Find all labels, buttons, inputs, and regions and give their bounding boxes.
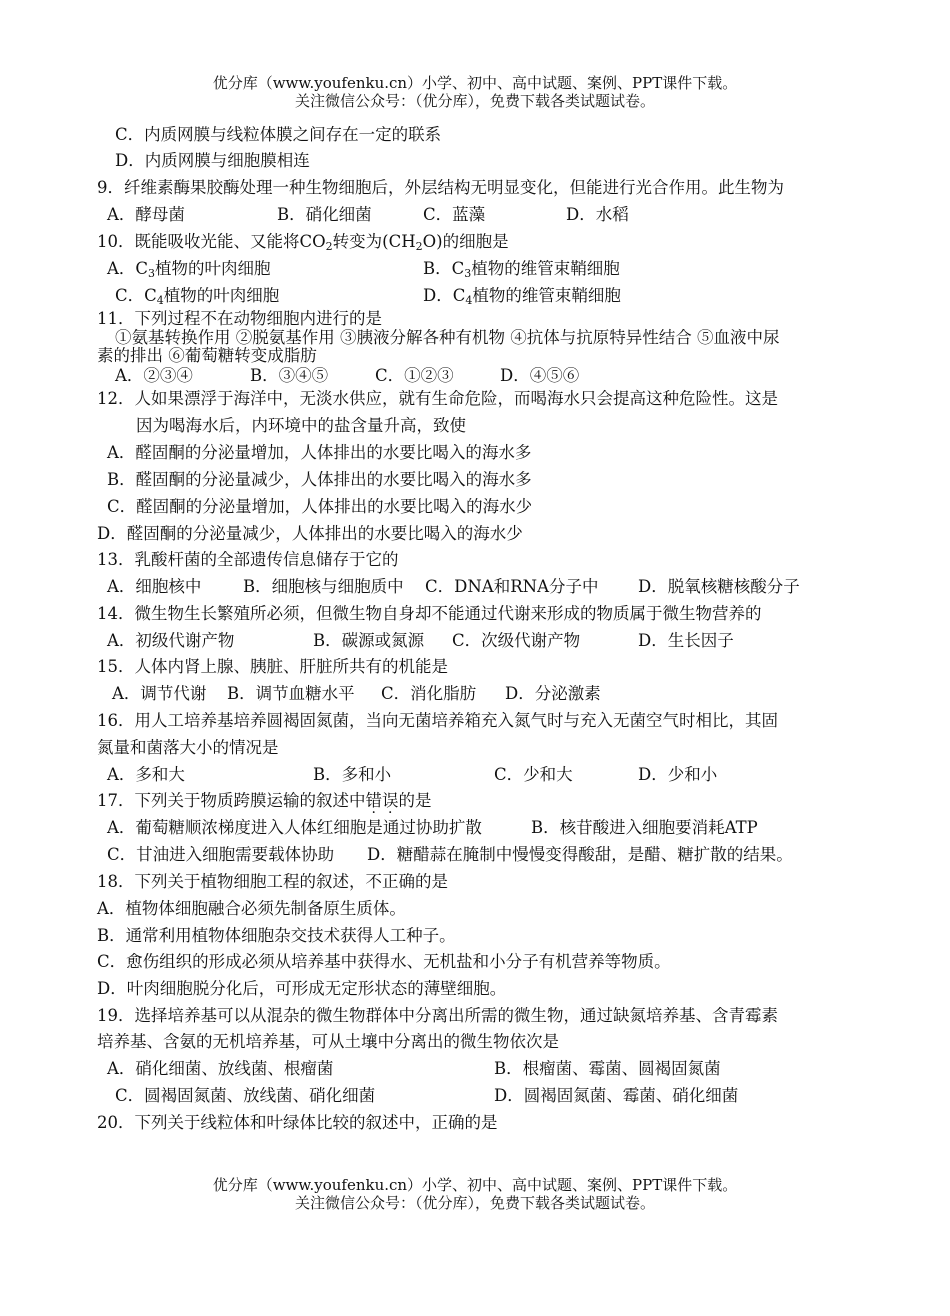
q16-option-a: A．多和大 bbox=[107, 765, 185, 784]
q10-a-pre: A．C bbox=[107, 259, 149, 278]
q19-option-d: D．圆褐固氮菌、霉菌、硝化细菌 bbox=[494, 1086, 739, 1105]
q10-stem-co: CO bbox=[299, 232, 326, 251]
q14-option-c: C．次级代谢产物 bbox=[452, 631, 581, 650]
q11-option-b: B．③④⑤ bbox=[250, 366, 329, 385]
q13-option-b: B．细胞核与细胞质中 bbox=[243, 577, 404, 596]
footer-line-1: 优分库（www.youfenku.cn）小学、初中、高中试题、案例、PPT课件下载。 bbox=[212, 1176, 738, 1194]
q15-stem: 15．人体内肾上腺、胰脏、肝脏所共有的机能是 bbox=[97, 657, 448, 676]
q10-b-post: 植物的维管束鞘细胞 bbox=[471, 259, 620, 278]
q9-option-c: C．蓝藻 bbox=[423, 205, 486, 224]
q18-option-c: C．愈伤组织的形成必须从培养基中获得水、无机盐和小分子有机营养等物质。 bbox=[97, 952, 671, 971]
q8-option-d: D．内质网膜与细胞膜相连 bbox=[115, 151, 310, 170]
q17-stem-emphasis-2: 误 bbox=[382, 791, 399, 810]
q10-b-sub: 3 bbox=[464, 267, 472, 280]
footer-line-2: 关注微信公众号：（优分库），免费下载各类试题试卷。 bbox=[294, 1194, 655, 1212]
q14-option-b: B．碳源或氮源 bbox=[313, 631, 425, 650]
q13-stem: 13．乳酸杆菌的全部遗传信息储存于它的 bbox=[97, 550, 399, 569]
q10-stem-pre: 10．既能吸收光能、又能将 bbox=[97, 232, 300, 251]
header-line-1: 优分库（www.youfenku.cn）小学、初中、高中试题、案例、PPT课件下载。 bbox=[212, 74, 738, 92]
q8-option-c: C．内质网膜与线粒体膜之间存在一定的联系 bbox=[115, 125, 442, 144]
q10-stem-end: O)的细胞是 bbox=[422, 232, 509, 251]
q10-c-post: 植物的叶肉细胞 bbox=[163, 286, 280, 305]
q10-a-sub: 3 bbox=[148, 267, 156, 280]
q10-option-c bbox=[115, 285, 279, 307]
q10-option-a bbox=[107, 258, 271, 280]
q10-stem bbox=[97, 231, 509, 253]
q16-option-b: B．多和小 bbox=[313, 765, 392, 784]
q17-option-c: C．甘油进入细胞需要载体协助 bbox=[107, 845, 335, 864]
q11-stem: 11．下列过程不在动物细胞内进行的是 bbox=[97, 309, 382, 328]
q17-option-a: A．葡萄糖顺浓梯度进入人体红细胞是通过协助扩散 bbox=[107, 818, 482, 837]
q12-stem-line-1: 12．人如果漂浮于海洋中，无淡水供应，就有生命危险，而喝海水只会提高这种危险性。这是 bbox=[97, 389, 778, 408]
q10-c-sub: 4 bbox=[156, 294, 164, 307]
q19-stem-line-2: 培养基、含氨的无机培养基，可从土壤中分离出的微生物依次是 bbox=[97, 1032, 559, 1051]
q10-stem-co-sub: 2 bbox=[325, 240, 333, 253]
q17-stem-pre: 17．下列关于物质跨膜运输的叙述中 bbox=[97, 791, 366, 810]
q18-stem: 18．下列关于植物细胞工程的叙述，不正确的是 bbox=[97, 872, 448, 891]
header-line-2: 关注微信公众号：（优分库），免费下载各类试题试卷。 bbox=[294, 92, 655, 110]
q12-option-d: D．醛固酮的分泌量减少，人体排出的水要比喝入的海水少 bbox=[97, 524, 523, 543]
q19-option-c: C．圆褐固氮菌、放线菌、硝化细菌 bbox=[115, 1086, 376, 1105]
q15-option-b: B．调节血糖水平 bbox=[227, 684, 355, 703]
q10-stem-ch-sub: 2 bbox=[415, 240, 423, 253]
q10-option-d bbox=[423, 285, 621, 307]
q18-option-b: B．通常利用植物体细胞杂交技术获得人工种子。 bbox=[97, 926, 456, 945]
q12-stem-line-2: 因为喝海水后，内环境中的盐含量升高，致使 bbox=[136, 416, 466, 435]
q17-stem-emphasis-1: 错 bbox=[365, 791, 382, 810]
q10-d-sub: 4 bbox=[465, 294, 473, 307]
q11-option-a: A．②③④ bbox=[115, 366, 193, 385]
q16-option-d: D．少和小 bbox=[638, 765, 718, 784]
q19-option-a: A．硝化细菌、放线菌、根瘤菌 bbox=[107, 1059, 334, 1078]
q17-option-b: B．核苷酸进入细胞要消耗ATP bbox=[531, 818, 758, 837]
q9-option-b: B．硝化细菌 bbox=[277, 205, 372, 224]
q13-option-a: A．细胞核中 bbox=[107, 577, 202, 596]
q10-a-post: 植物的叶肉细胞 bbox=[155, 259, 271, 278]
q11-items-line-2: 素的排出 ⑥葡萄糖转变成脂肪 bbox=[97, 346, 317, 365]
q13-option-d: D．脱氧核糖核酸分子 bbox=[638, 577, 800, 596]
q9-option-a: A．酵母菌 bbox=[107, 205, 185, 224]
q17-stem-post: 的是 bbox=[398, 791, 432, 810]
q19-option-b: B．根瘤菌、霉菌、圆褐固氮菌 bbox=[494, 1059, 721, 1078]
q14-option-a: A．初级代谢产物 bbox=[107, 631, 235, 650]
q10-option-b bbox=[423, 258, 620, 280]
q16-stem-line-1: 16．用人工培养基培养圆褐固氮菌，当向无菌培养箱充入氮气时与充入无菌空气时相比，其固 bbox=[97, 711, 778, 730]
q10-d-post: 植物的维管束鞘细胞 bbox=[472, 286, 621, 305]
q10-d-pre: D．C bbox=[423, 286, 466, 305]
q14-stem: 14．微生物生长繁殖所必须，但微生物自身却不能通过代谢来形成的物质属于微生物营养的 bbox=[97, 604, 762, 623]
q14-option-d: D．生长因子 bbox=[638, 631, 734, 650]
q17-option-d: D．糖醋蒜在腌制中慢慢变得酸甜，是醋、糖扩散的结果。 bbox=[367, 845, 793, 864]
q16-option-c: C．少和大 bbox=[494, 765, 573, 784]
q15-option-c: C．消化脂肪 bbox=[381, 684, 477, 703]
q17-stem bbox=[97, 790, 432, 812]
q20-stem: 20．下列关于线粒体和叶绿体比较的叙述中，正确的是 bbox=[97, 1113, 498, 1132]
q11-option-d: D．④⑤⑥ bbox=[500, 366, 580, 385]
q18-option-d: D．叶肉细胞脱分化后，可形成无定形状态的薄壁细胞。 bbox=[97, 979, 507, 998]
q10-c-pre: C．C bbox=[115, 286, 157, 305]
q15-option-a: A．调节代谢 bbox=[112, 684, 207, 703]
q12-option-b: B．醛固酮的分泌量减少，人体排出的水要比喝入的海水多 bbox=[107, 470, 532, 489]
q18-option-a: A．植物体细胞融合必须先制备原生质体。 bbox=[97, 899, 406, 918]
q9-stem: 9．纤维素酶果胶酶处理一种生物细胞后，外层结构无明显变化，但能进行光合作用。此生物为 bbox=[97, 178, 784, 197]
q10-stem-post: 转变为(CH bbox=[332, 232, 416, 251]
q11-items-line-1: ①氨基转换作用 ②脱氨基作用 ③胰液分解各种有机物 ④抗体与抗原特异性结合 ⑤血液中尿 bbox=[115, 328, 780, 347]
q16-stem-line-2: 氮量和菌落大小的情况是 bbox=[97, 738, 279, 757]
q9-option-d: D．水稻 bbox=[566, 205, 629, 224]
q12-option-c: C．醛固酮的分泌量增加，人体排出的水要比喝入的海水少 bbox=[107, 497, 533, 516]
q11-option-c: C．①②③ bbox=[375, 366, 454, 385]
q13-option-c: C．DNA和RNA分子中 bbox=[425, 577, 599, 596]
q12-option-a: A．醛固酮的分泌量增加，人体排出的水要比喝入的海水多 bbox=[107, 443, 532, 462]
q15-option-d: D．分泌激素 bbox=[505, 684, 601, 703]
q19-stem-line-1: 19．选择培养基可以从混杂的微生物群体中分离出所需的微生物，通过缺氮培养基、含青霉素 bbox=[97, 1006, 778, 1025]
q10-b-pre: B．C bbox=[423, 259, 465, 278]
